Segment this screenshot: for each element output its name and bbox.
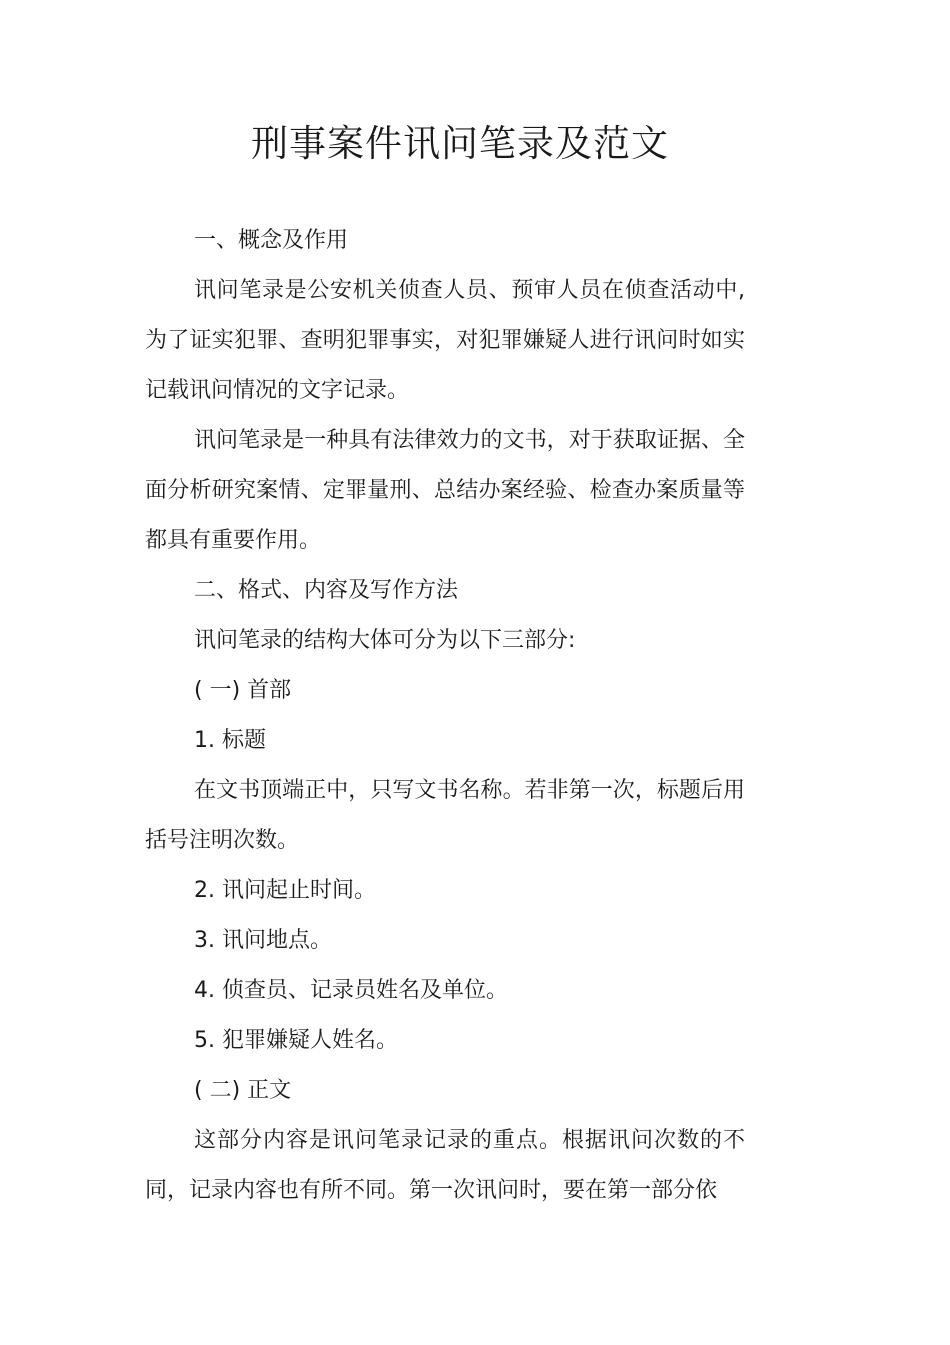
paragraph-definition: 讯问笔录是公安机关侦查人员、预审人员在侦查活动中,为了证实犯罪、查明犯罪事实，对犯罪嫌疑人进行讯问时如实记载讯问情况的文字记录。 <box>145 278 745 403</box>
paragraph-title-rule: 在文书顶端正中，只写文书名称。若非第一次，标题后用括号注明次数。 <box>145 778 745 853</box>
list-item-investigators: 4. 侦查员、记录员姓名及单位。 <box>194 978 508 1003</box>
list-item-location: 3. 讯问地点。 <box>194 928 332 953</box>
paragraph-structure: 讯问笔录的结构大体可分为以下三部分: <box>194 628 576 653</box>
document-title: 刑事案件讯问笔录及范文 <box>251 122 669 165</box>
paragraph-purpose: 讯问笔录是一种具有法律效力的文书，对于获取证据、全面分析研究案情、定罪量刑、总结办案经验、检查办案质量等都具有重要作用。 <box>145 428 745 553</box>
paragraph-main-text: 这部分内容是讯问笔录记录的重点。根据讯问次数的不同，记录内容也有所不同。第一次讯问时，要在第一部分依 <box>145 1128 745 1203</box>
subsection-heading-main-text: ( 二) 正文 <box>194 1078 292 1103</box>
list-item-suspect-name: 5. 犯罪嫌疑人姓名。 <box>194 1028 398 1053</box>
section-heading-concept: 一、概念及作用 <box>194 228 349 253</box>
list-item-title: 1. 标题 <box>194 728 266 753</box>
list-item-time: 2. 讯问起止时间。 <box>194 878 376 903</box>
section-heading-format: 二、格式、内容及写作方法 <box>194 578 459 603</box>
document-body <box>145 216 745 1216</box>
subsection-heading-header: ( 一) 首部 <box>194 678 292 703</box>
